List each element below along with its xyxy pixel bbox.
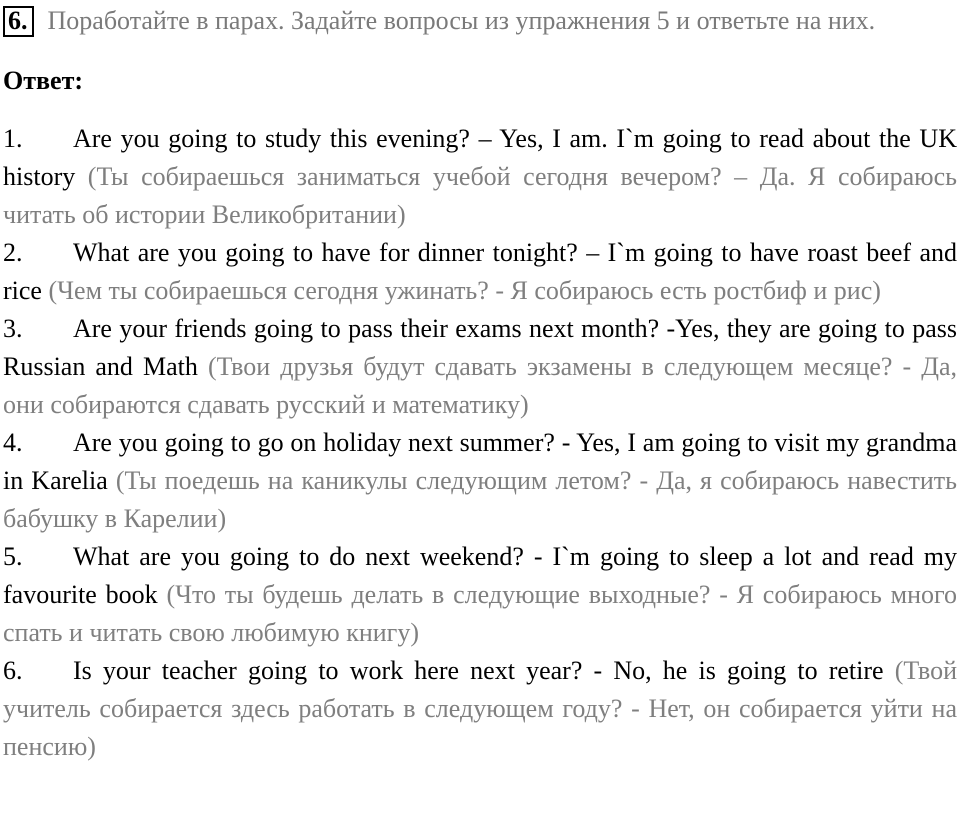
answer-item <box>3 538 957 652</box>
answer-russian: (Ты поедешь на каникулы следующим летом? - Да, я собираюсь навестить бабушку в Карелии) <box>3 466 958 533</box>
answer-english: What are you going to do next weekend? - I`m going to sleep a lot and read my favourite book <box>3 542 957 609</box>
document-page <box>3 2 957 766</box>
answer-russian: (Что ты будешь делать в следующие выходные? - Я собираюсь много спать и читать свою любимую книгу) <box>3 580 958 647</box>
answer-english: Are you going to study this evening? – Yes, I am. I`m going to read about the UK history <box>3 124 957 191</box>
answer-item <box>3 652 957 766</box>
answer-russian: (Твои друзья будут сдавать экзамены в следующем месяце? - Да, они собираются сдавать русский и математику) <box>3 352 958 419</box>
answer-number: 1. <box>3 124 23 153</box>
answer-english: Are your friends going to pass their exams next month? -Yes, they are going to pass Russian and Math <box>3 314 957 381</box>
answer-english: Is your teacher going to work here next year? - No, he is going to retire <box>73 656 884 685</box>
answer-list <box>3 120 957 766</box>
answer-heading: Ответ: <box>3 66 84 95</box>
answer-number: 5. <box>3 542 23 571</box>
answer-item <box>3 310 957 424</box>
answer-number: 2. <box>3 238 23 267</box>
answer-russian: (Ты собираешься заниматься учебой сегодня вечером? – Да. Я собираюсь читать об истории Великобритании) <box>3 162 958 229</box>
answer-item <box>3 234 957 310</box>
answer-number: 3. <box>3 314 23 343</box>
answer-number: 4. <box>3 428 23 457</box>
task-header <box>3 2 957 40</box>
answer-item <box>3 120 957 234</box>
task-instruction: Поработайте в парах. Задайте вопросы из упражнения 5 и ответьте на них. <box>47 6 876 35</box>
answer-number: 6. <box>3 656 23 685</box>
answer-english: What are you going to have for dinner tonight? – I`m going to have roast beef and rice <box>3 238 957 305</box>
answer-russian: (Твой учитель собирается здесь работать в следующем году? - Нет, он собирается уйти на пенсию) <box>3 656 957 761</box>
answer-russian: (Чем ты собираешься сегодня ужинать? - Я собираюсь есть ростбиф и рис) <box>48 276 881 305</box>
answer-item <box>3 424 957 538</box>
task-number: 6. <box>3 6 34 37</box>
answer-english: Are you going to go on holiday next summer? - Yes, I am going to visit my grandma in Karelia <box>3 428 957 495</box>
